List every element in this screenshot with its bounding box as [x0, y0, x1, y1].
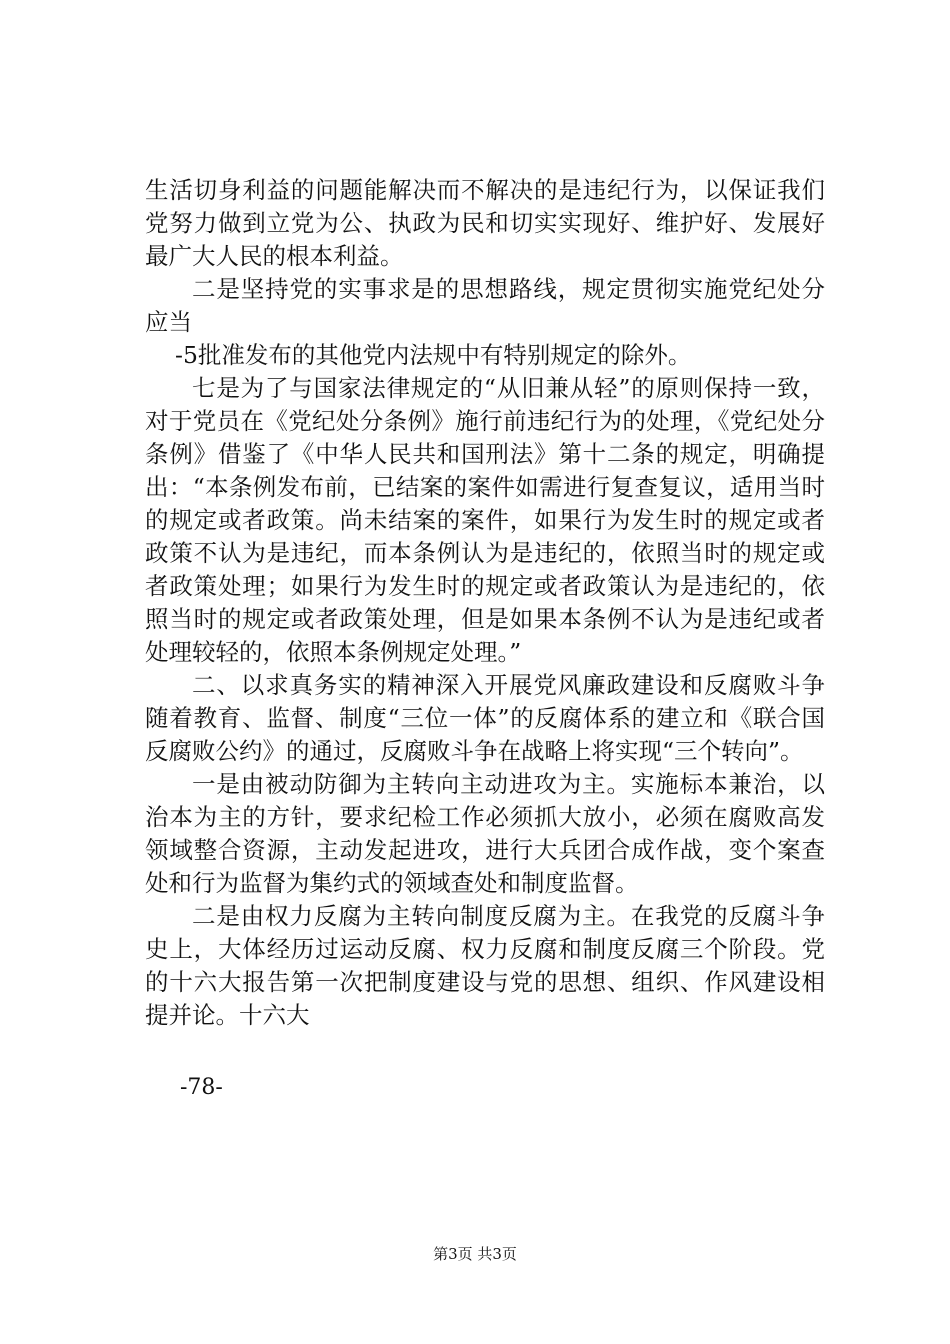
page-marker: -78- — [180, 1075, 223, 1100]
paragraph-2: 二是坚持党的实事求是的思想路线，规定贯彻实施党纪处分应当 — [145, 275, 825, 336]
paragraph-1: 生活切身利益的问题能解决而不解决的是违纪行为，以保证我们党努力做到立党为公、执政为民和切实实现好、维护好、发展好最广大人民的根本利益。 — [145, 176, 825, 270]
document-body — [145, 174, 825, 1032]
paragraph-6: 一是由被动防御为主转向主动进攻为主。实施标本兼治，以治本为主的方针，要求纪检工作必须抓大放小，必须在腐败高发领域整合资源，主动发起进攻，进行大兵团合成作战，变个案查处和行为监督为集约式的领域查处和制度监督。 — [145, 770, 825, 897]
paragraph-4: 七是为了与国家法律规定的“从旧兼从轻”的原则保持一致，对于党员在《党纪处分条例》施行前违纪行为的处理，《党纪处分条例》借鉴了《中华人民共和国刑法》第十二条的规定，明确提出：“本条例发布前，已结案的案件如需进行复查复议，适用当时的规定或者政策。尚未结案的案件，如果行为发生时的规定或者政策不认为是违纪，而本条例认为是违纪的，依照当时的规定或者政策处理；如果行为发生时的规定或者政策认为是违纪的，依照当时的规定或者政策处理，但是如果本条例不认为是违纪或者处理较轻的，依照本条例规定处理。” — [145, 374, 825, 666]
paragraph-7: 二是由权力反腐为主转向制度反腐为主。在我党的反腐斗争史上，大体经历过运动反腐、权力反腐和制度反腐三个阶段。党的十六大报告第一次把制度建设与党的思想、组织、作风建设相提并论。十六大 — [145, 902, 825, 1029]
paragraph-3: -5批准发布的其他党内法规中有特别规定的除外。 — [175, 341, 692, 369]
paragraph-5: 二、以求真务实的精神深入开展党风廉政建设和反腐败斗争随着教育、监督、制度“三位一体”的反腐体系的建立和《联合国反腐败公约》的通过，反腐败斗争在战略上将实现“三个转向”。 — [145, 671, 825, 765]
page-footer: 第3页 共3页 — [433, 1245, 517, 1263]
